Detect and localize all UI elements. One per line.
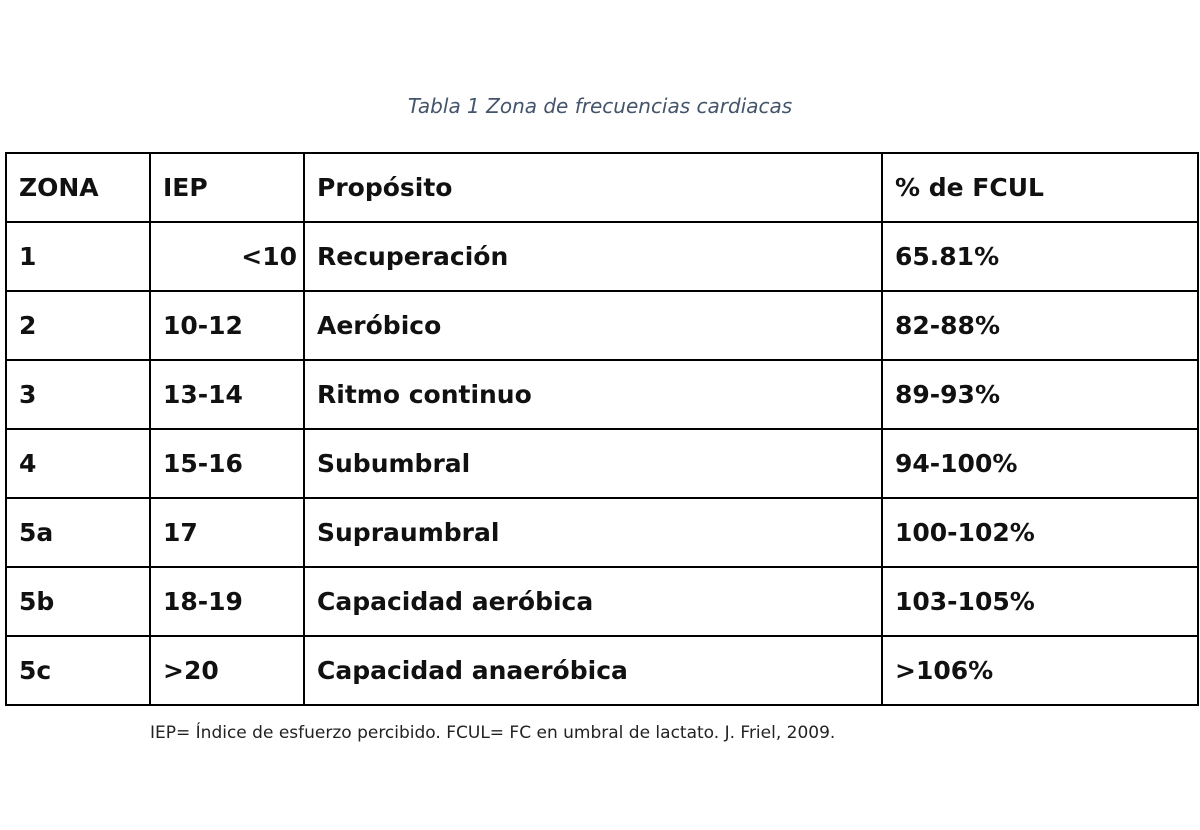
cell-proposito: Capacidad aeróbica bbox=[304, 567, 882, 636]
cell-proposito: Recuperación bbox=[304, 222, 882, 291]
table-row bbox=[6, 429, 1198, 498]
cell-iep: >20 bbox=[150, 636, 304, 705]
header-fcul: % de FCUL bbox=[882, 153, 1198, 222]
cell-proposito: Supraumbral bbox=[304, 498, 882, 567]
cell-fcul: >106% bbox=[882, 636, 1198, 705]
cell-fcul: 103-105% bbox=[882, 567, 1198, 636]
cell-iep: 15-16 bbox=[150, 429, 304, 498]
cell-proposito: Capacidad anaeróbica bbox=[304, 636, 882, 705]
header-iep: IEP bbox=[150, 153, 304, 222]
table-row bbox=[6, 636, 1198, 705]
table-caption: Tabla 1 Zona de frecuencias cardiacas bbox=[407, 94, 793, 118]
table-row bbox=[6, 498, 1198, 567]
header-zona: ZONA bbox=[6, 153, 150, 222]
header-proposito: Propósito bbox=[304, 153, 882, 222]
cell-iep: 18-19 bbox=[150, 567, 304, 636]
table-footnote: IEP= Índice de esfuerzo percibido. FCUL= FC en umbral de lactato. J. Friel, 2009. bbox=[150, 723, 836, 743]
table-row bbox=[6, 222, 1198, 291]
cell-fcul: 65.81% bbox=[882, 222, 1198, 291]
cell-proposito: Ritmo continuo bbox=[304, 360, 882, 429]
cell-zona: 1 bbox=[6, 222, 150, 291]
cell-fcul: 94-100% bbox=[882, 429, 1198, 498]
cell-zona: 4 bbox=[6, 429, 150, 498]
cell-zona: 5a bbox=[6, 498, 150, 567]
cell-fcul: 89-93% bbox=[882, 360, 1198, 429]
cell-iep: 13-14 bbox=[150, 360, 304, 429]
table-row bbox=[6, 291, 1198, 360]
cell-zona: 5c bbox=[6, 636, 150, 705]
table-row bbox=[6, 360, 1198, 429]
cell-iep: 17 bbox=[150, 498, 304, 567]
table-row bbox=[6, 567, 1198, 636]
cell-iep: 10-12 bbox=[150, 291, 304, 360]
cell-fcul: 82-88% bbox=[882, 291, 1198, 360]
table-header-row bbox=[6, 153, 1198, 222]
cell-fcul: 100-102% bbox=[882, 498, 1198, 567]
cell-zona: 5b bbox=[6, 567, 150, 636]
heart-rate-zones-table bbox=[5, 152, 1199, 706]
cell-proposito: Aeróbico bbox=[304, 291, 882, 360]
cell-proposito: Subumbral bbox=[304, 429, 882, 498]
cell-iep: <10 bbox=[150, 222, 304, 291]
cell-zona: 3 bbox=[6, 360, 150, 429]
cell-zona: 2 bbox=[6, 291, 150, 360]
